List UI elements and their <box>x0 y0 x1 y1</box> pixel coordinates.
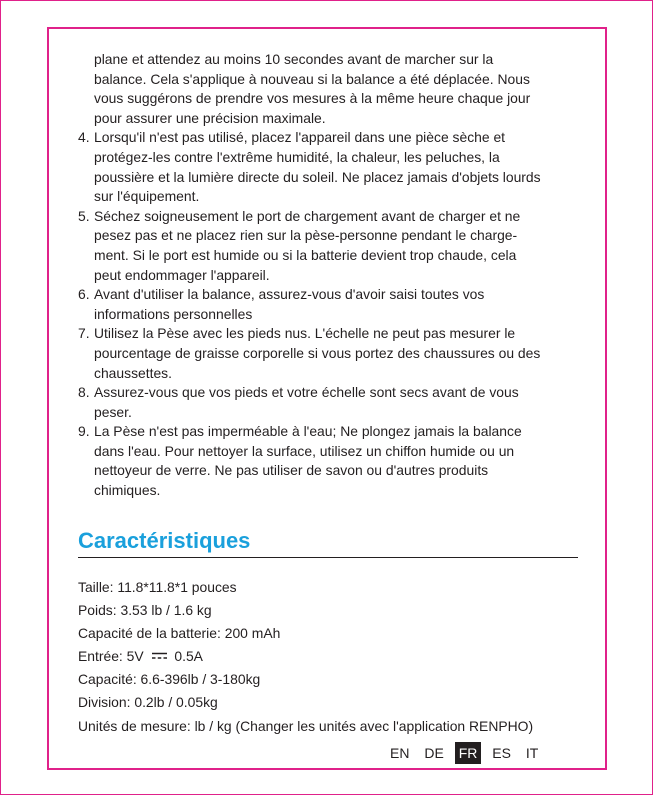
list-item-5 <box>78 207 588 285</box>
text-line: dans l'eau. Pour nettoyer la surface, utilisez un chiffon humide ou un <box>94 442 515 459</box>
instructions-list <box>78 50 588 501</box>
text-line: Avant d'utiliser la balance, assurez-vous d'avoir saisi toutes vos <box>94 286 485 303</box>
spec-input-label: Entrée: 5V <box>78 648 144 665</box>
text-line: ment. Si le port est humide ou si la batterie devient trop chaude, cela <box>94 246 517 263</box>
spec-input <box>78 645 533 668</box>
dc-current-icon <box>152 652 167 660</box>
text-line: nettoyeur de verre. Ne pas utiliser de savon ou d'autres produits <box>94 462 489 479</box>
spec-size: Taille: 11.8*11.8*1 pouces <box>78 579 237 595</box>
language-tab-de[interactable]: DE <box>424 745 444 761</box>
title-divider <box>78 557 578 558</box>
text-line: Assurez-vous que vos pieds et votre échelle sont secs avant de vous <box>94 384 519 401</box>
list-number: 8. <box>78 384 90 401</box>
text-line: protégez-les contre l'extrême humidité, la chaleur, les peluches, la <box>94 148 500 165</box>
text-line: peser. <box>94 403 132 420</box>
list-number: 6. <box>78 286 90 303</box>
language-selector <box>386 742 545 764</box>
text-line: chaussettes. <box>94 364 172 381</box>
specifications-list <box>78 576 533 738</box>
text-line: balance. Cela s'applique à nouveau si la balance a été déplacée. Nous <box>94 70 530 87</box>
spec-capacity: Capacité: 6.6-396lb / 3-180kg <box>78 671 261 688</box>
list-item-continuation <box>78 50 588 128</box>
text-line: pourcentage de graisse corporelle si vous portez des chaussures ou des <box>94 344 541 361</box>
text-line: informations personnelles <box>94 305 253 322</box>
language-tab-es[interactable]: ES <box>492 745 511 761</box>
text-line: pesez pas et ne placez rien sur la pèse-personne pendant le charge- <box>94 227 518 244</box>
language-tab-en[interactable]: EN <box>390 745 410 761</box>
list-item-4 <box>78 128 588 206</box>
text-line: chimiques. <box>94 482 161 499</box>
spec-units: Unités de mesure: lb / kg (Changer les unités avec l'application RENPHO) <box>78 717 534 734</box>
language-tab-fr[interactable]: FR <box>455 742 482 764</box>
list-number: 9. <box>78 423 90 440</box>
language-tab-it[interactable]: IT <box>525 745 539 761</box>
text-line: Utilisez la Pèse avec les pieds nus. L'échelle ne peut pas mesurer le <box>94 325 516 342</box>
text-line: sur l'équipement. <box>94 188 200 205</box>
list-number: 5. <box>78 207 90 224</box>
list-item-6 <box>78 285 588 324</box>
list-item-7 <box>78 324 588 383</box>
text-line: La Pèse n'est pas imperméable à l'eau; Ne plongez jamais la balance <box>94 423 522 440</box>
text-line: poussière et la lumière directe du soleil. Ne placez jamais d'objets lourds <box>94 168 541 185</box>
list-number: 4. <box>78 129 90 146</box>
list-item-8 <box>78 383 588 422</box>
spec-battery: Capacité de la batterie: 200 mAh <box>78 625 281 642</box>
list-item-9 <box>78 422 588 500</box>
section-title: Caractéristiques <box>78 528 251 553</box>
text-line: vous suggérons de prendre vos mesures à la même heure chaque jour <box>94 90 531 107</box>
text-line: Lorsqu'il n'est pas utilisé, placez l'appareil dans une pièce sèche et <box>94 129 506 146</box>
spec-weight: Poids: 3.53 lb / 1.6 kg <box>78 602 212 619</box>
spec-input-value: 0.5A <box>174 648 203 665</box>
spec-division: Division: 0.2lb / 0.05kg <box>78 694 218 711</box>
text-line: pour assurer une précision maximale. <box>94 109 326 126</box>
text-line: peut endommager l'appareil. <box>94 266 270 283</box>
text-line: Séchez soigneusement le port de chargement avant de charger et ne <box>94 207 521 224</box>
list-number: 7. <box>78 325 90 342</box>
text-line: plane et attendez au moins 10 secondes avant de marcher sur la <box>94 51 494 67</box>
